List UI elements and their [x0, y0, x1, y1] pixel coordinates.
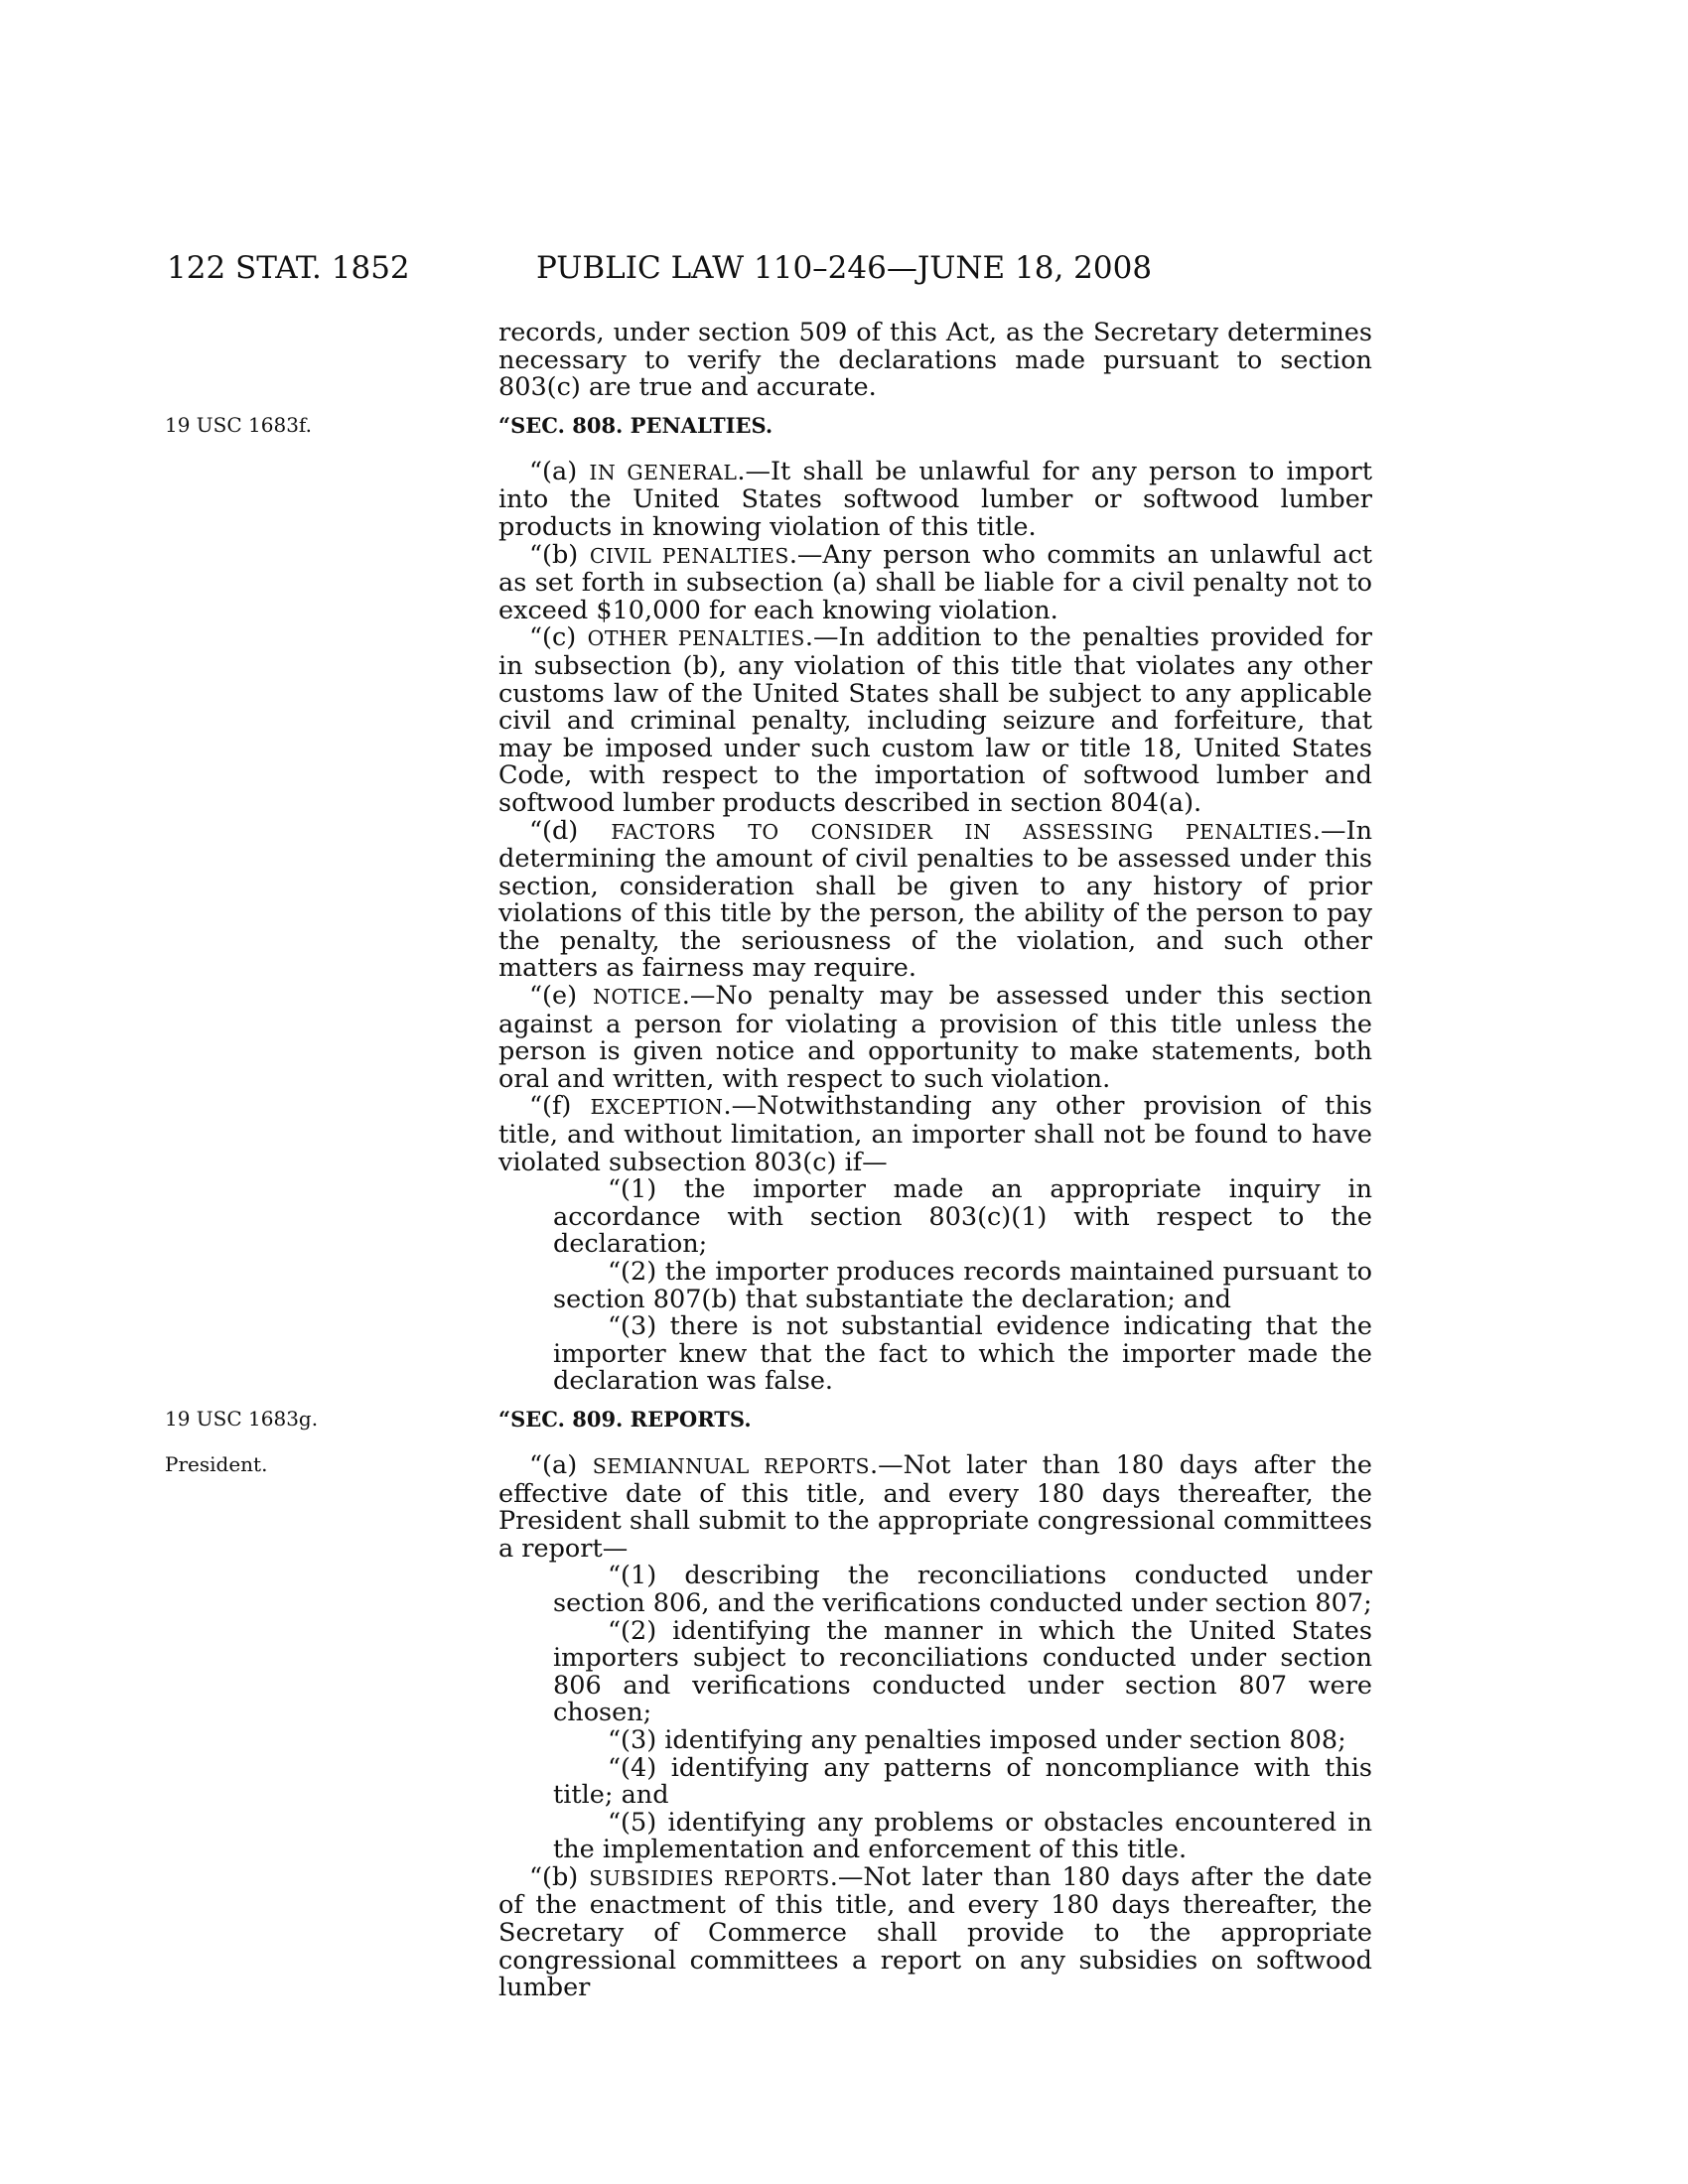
- section-808-heading: [165, 412, 1372, 439]
- paragraph-809-a: “(a) SEMIANNUAL REPORTS.—Not later than 180 days after the effective date of this title, and every 180 days thereafter, the President shall submit to the appropriate congressional committees a report—: [498, 1449, 1372, 1564]
- list-item: “(3) there is not substantial evidence indicating that the importer knew that the fact to which the importer made the declaration was false.: [553, 1311, 1372, 1397]
- paragraph-808-a: “(a) IN GENERAL.—It shall be unlawful for any person to import into the United States softwood lumber or softwood lumber products in knowing violation of this title.: [498, 456, 1372, 542]
- public-law-title: PUBLIC LAW 110–246—JUNE 18, 2008: [535, 250, 1153, 286]
- caption-notice: NOTICE: [593, 985, 682, 1010]
- paragraph-808-c: “(c) OTHER PENALTIES.—In addition to the penalties provided for in subsection (b), any violation of this title that violates any other customs law of the United States shall be subject to any applicable civil and criminal penalty, including seizure and forfeiture, that may be imposed under such custom law or title 18, United States Code, with respect to the importation of softwood lumber and softwood lumber products described in section 804(a).: [498, 622, 1372, 818]
- paragraph-809-b: “(b) SUBSIDIES REPORTS.—Not later than 180 days after the date of the enactment of this title, and every 180 days thereafter, the Secretary of Commerce shall provide to the appropriate congressional committees a report on any subsidies on softwood lumber: [498, 1861, 1372, 2003]
- caption-in-general: IN GENERAL: [589, 460, 738, 484]
- paragraph-808-b: “(b) CIVIL PENALTIES.—Any person who commits an unlawful act as set forth in subsection (a) shall be liable for a civil penalty not to exceed $10,000 for each knowing violation.: [498, 539, 1372, 625]
- list-item: “(1) describing the reconciliations conducted under section 806, and the verifications conducted under section 807;: [553, 1561, 1372, 1618]
- caption-other-penalties: OTHER PENALTIES: [587, 626, 805, 651]
- list-item: “(2) identifying the manner in which the United States importers subject to reconciliations conducted under section 806 and verifications conducted under section 807 were chosen;: [553, 1615, 1372, 1728]
- paragraph-808-f: “(f) EXCEPTION.—Notwithstanding any other provision of this title, and without limitation, an importer shall not be found to have violated subsection 803(c) if—: [498, 1091, 1372, 1177]
- caption-civil-penalties: CIVIL PENALTIES: [589, 543, 789, 568]
- president-margin-note: President.: [165, 1451, 268, 1476]
- caption-exception: EXCEPTION: [590, 1095, 724, 1120]
- caption-factors: FACTORS TO CONSIDER IN ASSESSING PENALTIES: [611, 819, 1313, 844]
- caption-semiannual-reports: SEMIANNUAL REPORTS: [592, 1453, 870, 1478]
- page-header: [0, 250, 1688, 290]
- intro-paragraph: records, under section 509 of this Act, as the Secretary determines necessary to verify the declarations made pursuant to section 803(c) are true and accurate.: [498, 318, 1372, 403]
- list-item: “(4) identifying any patterns of noncompliance with this title; and: [553, 1752, 1372, 1811]
- list-item: “(5) identifying any problems or obstacles encountered in the implementation and enforcement of this title.: [553, 1807, 1372, 1865]
- usc-margin-note-808: 19 USC 1683f.: [165, 412, 312, 437]
- list-item: “(3) identifying any penalties imposed under section 808;: [608, 1724, 1346, 1755]
- section-809-title: “SEC. 809. REPORTS.: [498, 1406, 752, 1432]
- section-808-title: “SEC. 808. PENALTIES.: [498, 412, 774, 438]
- page-body: [165, 318, 1372, 2003]
- list-item: “(2) the importer produces records maintained pursuant to section 807(b) that substantiate the declaration; and: [553, 1257, 1372, 1314]
- statute-page-number: 122 STAT. 1852: [167, 250, 410, 286]
- paragraph-808-e: “(e) NOTICE.—No penalty may be assessed under this section against a person for violating a provision of this title unless the person is given notice and opportunity to make statements, both oral and written, with respect to such violation.: [498, 981, 1372, 1094]
- usc-margin-note-809: 19 USC 1683g.: [165, 1406, 319, 1431]
- list-item: “(1) the importer made an appropriate inquiry in accordance with section 803(c)(1) with respect to the declaration;: [553, 1174, 1372, 1260]
- caption-subsidies-reports: SUBSIDIES REPORTS: [589, 1865, 830, 1890]
- paragraph-808-d: “(d) FACTORS TO CONSIDER IN ASSESSING PENALTIES.—In determining the amount of civil penalties to be assessed under this section, consideration shall be given to any history of prior violations of this title by the person, the ability of the person to pay the penalty, the seriousness of the violation, and such other matters as fairness may require.: [498, 815, 1372, 984]
